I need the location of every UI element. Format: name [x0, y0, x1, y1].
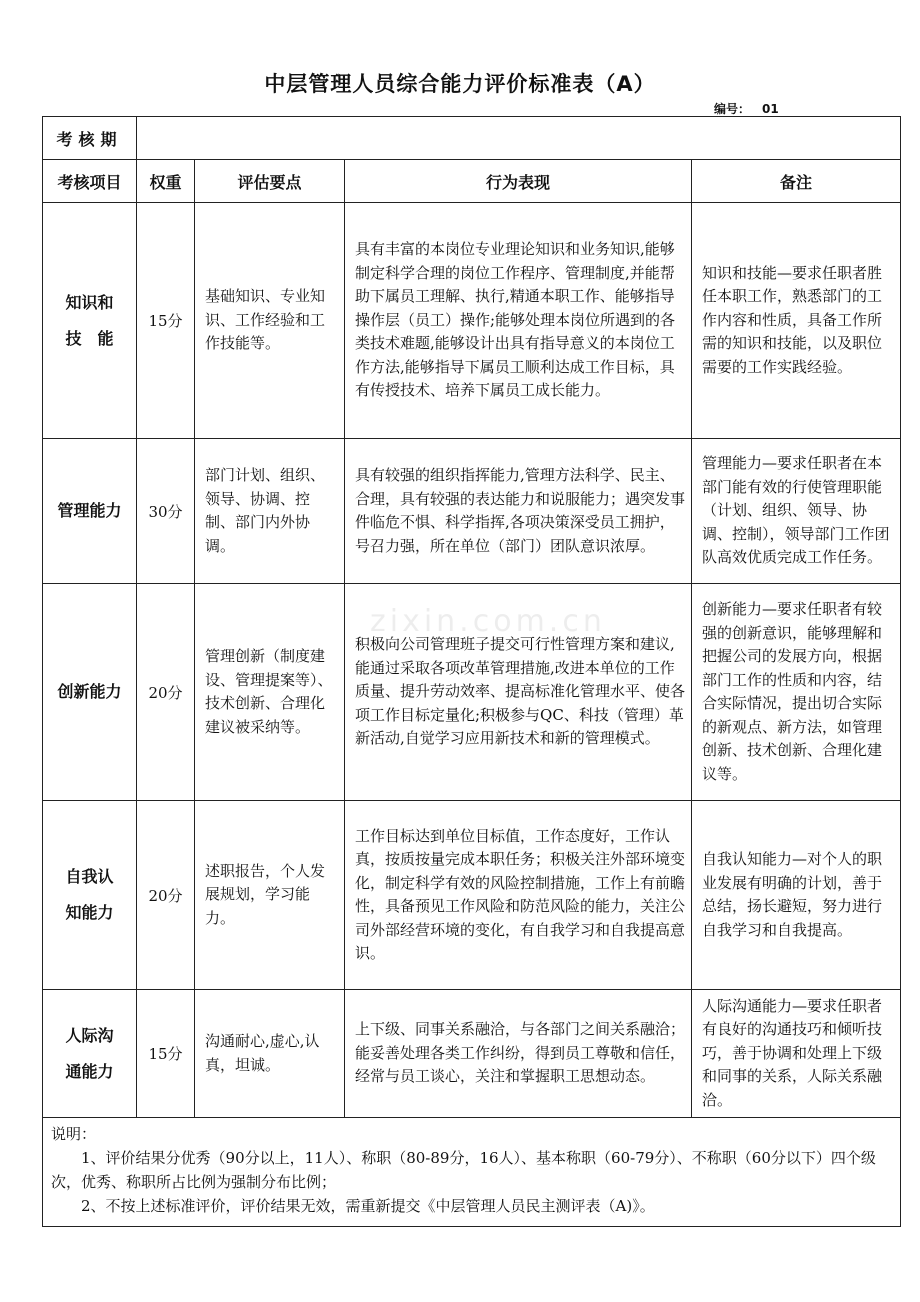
header-weight: 权重	[137, 160, 195, 203]
code-value: 01	[762, 102, 779, 116]
item-cell: 知识和 技 能	[43, 203, 137, 439]
header-item: 考核项目	[43, 160, 137, 203]
points-cell: 述职报告，个人发展规划，学习能力。	[195, 801, 345, 990]
behavior-cell: 积极向公司管理班子提交可行性管理方案和建议,能通过采取各项改革管理措施,改进本单位的工作质量、提升劳动效率、提高标准化管理水平、使各项工作目标定量化;积极参与QC、科技（管理）革新活动,自觉学习应用新技术和新的管理模式。	[345, 584, 692, 801]
weight-cell: 15分	[137, 203, 195, 439]
period-row	[43, 117, 901, 160]
notes-line-2: 2、不按上述标准评价，评价结果无效，需重新提交《中层管理人员民主测评表（A)》。	[81, 1197, 655, 1215]
remark-cell: 人际沟通能力—要求任职者有良好的沟通技巧和倾听技巧，善于协调和处理上下级和同事的关系，人际关系融洽。	[692, 990, 901, 1118]
table-row	[43, 203, 901, 439]
watermark: zixin.com.cn	[370, 604, 606, 639]
item-cell: 人际沟 通能力	[43, 990, 137, 1118]
notes-row	[43, 1118, 901, 1227]
period-value[interactable]	[137, 117, 901, 160]
notes-cell	[43, 1118, 901, 1227]
evaluation-table	[42, 116, 901, 1227]
points-cell: 基础知识、专业知识、工作经验和工作技能等。	[195, 203, 345, 439]
behavior-cell: 具有丰富的本岗位专业理论知识和业务知识,能够制定科学合理的岗位工作程序、管理制度,并能帮助下属员工理解、执行,精通本职工作、能够指导操作层（员工）操作;能够处理本岗位所遇到的各类技术难题,能够设计出具有指导意义的本岗位工作方法,能够指导下属员工顺利达成工作目标，具有传授技术、培养下属员工成长能力。	[345, 203, 692, 439]
weight-cell: 30分	[137, 439, 195, 584]
header-points: 评估要点	[195, 160, 345, 203]
code-label: 编号：	[714, 102, 751, 116]
table-row	[43, 801, 901, 990]
table-row	[43, 990, 901, 1118]
period-label: 考核期	[43, 117, 137, 160]
header-row	[43, 160, 901, 203]
weight-cell: 15分	[137, 990, 195, 1118]
behavior-cell: 具有较强的组织指挥能力,管理方法科学、民主、合理，具有较强的表达能力和说服能力；遇突发事件临危不惧、科学指挥,各项决策深受员工拥护，号召力强，所在单位（部门）团队意识浓厚。	[345, 439, 692, 584]
item-cell: 自我认 知能力	[43, 801, 137, 990]
header-remark: 备注	[692, 160, 901, 203]
remark-cell: 创新能力—要求任职者有较强的创新意识，能够理解和把握公司的发展方向，根据部门工作的性质和内容，结合实际情况，提出切合实际的新观点、新方法，如管理创新、技术创新、合理化建议等。	[692, 584, 901, 801]
item-cell: 创新能力	[43, 584, 137, 801]
remark-cell: 管理能力—要求任职者在本部门能有效的行使管理职能（计划、组织、领导、协调、控制），领导部门工作团队高效优质完成工作任务。	[692, 439, 901, 584]
item-cell: 管理能力	[43, 439, 137, 584]
weight-cell: 20分	[137, 584, 195, 801]
document-code	[714, 100, 779, 117]
behavior-cell: 工作目标达到单位目标值，工作态度好，工作认真，按质按量完成本职任务；积极关注外部环境变化，制定科学有效的风险控制措施，工作上有前瞻性，具备预见工作风险和防范风险的能力，关注公司外部经营环境的变化，有自我学习和自我提高意识。	[345, 801, 692, 990]
header-behavior: 行为表现	[345, 160, 692, 203]
weight-cell: 20分	[137, 801, 195, 990]
points-cell: 部门计划、组织、领导、协调、控制、部门内外协调。	[195, 439, 345, 584]
behavior-cell: 上下级、同事关系融洽，与各部门之间关系融洽；能妥善处理各类工作纠纷，得到员工尊敬和信任，经常与员工谈心，关注和掌握职工思想动态。	[345, 990, 692, 1118]
table-row	[43, 584, 901, 801]
remark-cell: 自我认知能力—对个人的职业发展有明确的计划，善于总结，扬长避短，努力进行自我学习和自我提高。	[692, 801, 901, 990]
notes-label: 说明：	[51, 1125, 97, 1143]
remark-cell: 知识和技能—要求任职者胜任本职工作，熟悉部门的工作内容和性质，具备工作所需的知识和技能，以及职位需要的工作实践经验。	[692, 203, 901, 439]
points-cell: 沟通耐心,虚心,认真，坦诚。	[195, 990, 345, 1118]
notes-line-1: 1、评价结果分优秀（90分以上，11人）、称职（80-89分，16人）、基本称职（60-79分）、不称职（60分以下）四个级次，优秀、称职所占比例为强制分布比例；	[51, 1149, 876, 1191]
points-cell: 管理创新（制度建设、管理提案等）、技术创新、合理化建议被采纳等。	[195, 584, 345, 801]
table-row	[43, 439, 901, 584]
page-title: 中层管理人员综合能力评价标准表（A）	[264, 72, 656, 96]
